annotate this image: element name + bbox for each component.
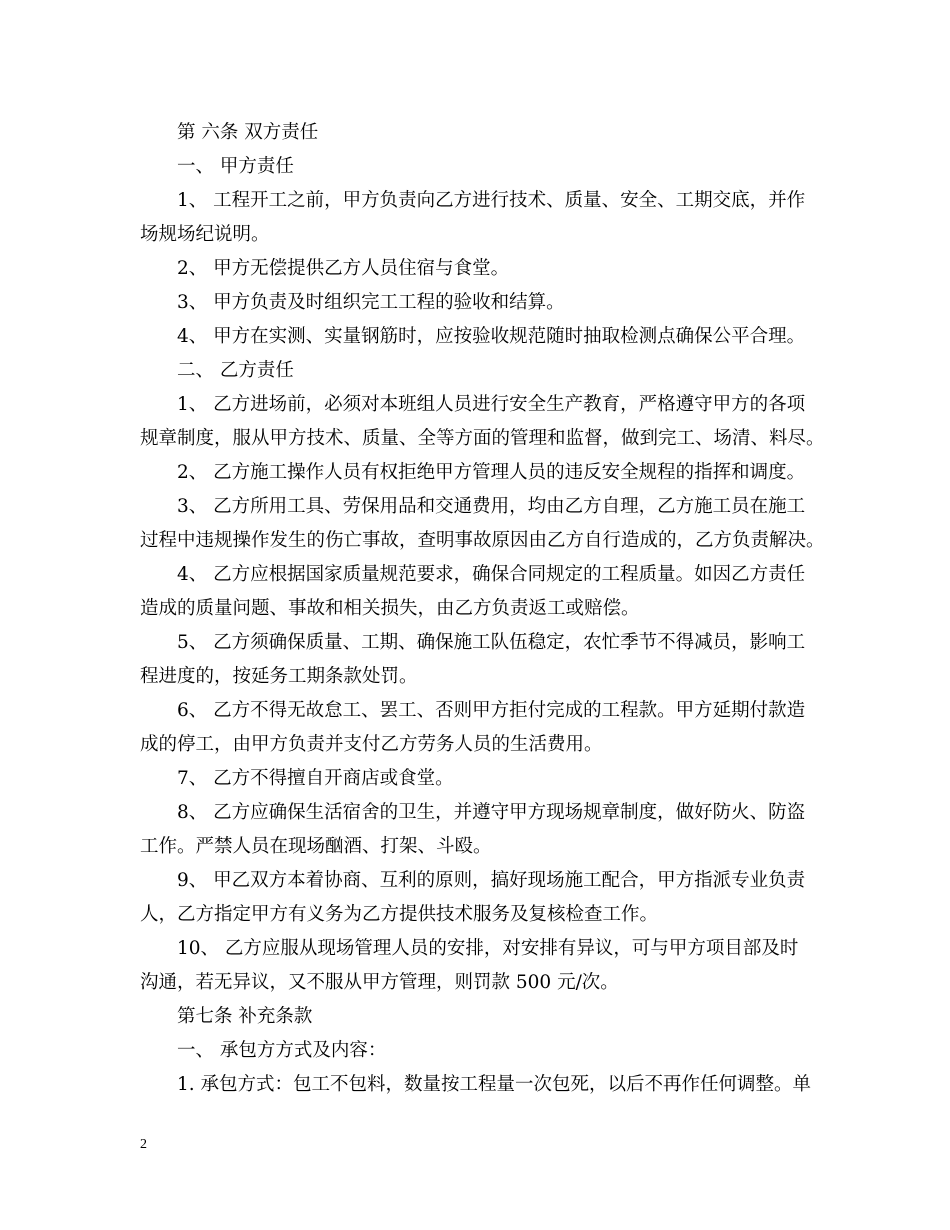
text-line: 沟通，若无异议，又不服从甲方管理，则罚款 500 元/次。 [140, 972, 619, 993]
text-line: 第七条 补充条款 [177, 1006, 313, 1027]
text-line: 程进度的，按延务工期条款处罚。 [140, 666, 418, 687]
text-line: 3、 甲方负责及时组织完工工程的验收和结算。 [177, 292, 565, 313]
text-line: 人，乙方指定甲方有义务为乙方提供技术服务及复核检查工作。 [140, 904, 659, 925]
text-line: 成的停工，由甲方负责并支付乙方劳务人员的生活费用。 [140, 734, 603, 755]
page-number: 2 [140, 1137, 147, 1152]
text-line: 场规场纪说明。 [140, 224, 270, 245]
text-line: 9、 甲乙双方本着协商、互利的原则，搞好现场施工配合，甲方指派专业负责 [177, 870, 806, 891]
text-line: 3、 乙方所用工具、劳保用品和交通费用，均由乙方自理，乙方施工员在施工 [177, 496, 806, 517]
text-line: 2、 乙方施工操作人员有权拒绝甲方管理人员的违反安全规程的指挥和调度。 [177, 462, 806, 483]
text-line: 二、 乙方责任 [177, 360, 294, 381]
text-line: 1. 承包方式：包工不包料，数量按工程量一次包死，以后不再作任何调整。单 [177, 1074, 812, 1095]
text-line: 8、 乙方应确保生活宿舍的卫生，并遵守甲方现场规章制度，做好防火、防盗 [177, 802, 806, 823]
text-line: 过程中违规操作发生的伤亡事故，查明事故原因由乙方自行造成的，乙方负责解决。 [140, 530, 825, 551]
text-line: 一、 甲方责任 [177, 156, 294, 177]
text-line: 一、 承包方方式及内容： [177, 1040, 387, 1061]
text-line: 规章制度，服从甲方技术、质量、全等方面的管理和监督，做到完工、场清、料尽。 [140, 428, 825, 449]
text-line: 1、 工程开工之前，甲方负责向乙方进行技术、质量、安全、工期交底，并作 [177, 190, 806, 211]
text-line: 工作。严禁人员在现场酗酒、打架、斗殴。 [140, 836, 492, 857]
text-line: 1、 乙方进场前，必须对本班组人员进行安全生产教育，严格遵守甲方的各项 [177, 394, 806, 415]
text-line: 4、 乙方应根据国家质量规范要求，确保合同规定的工程质量。如因乙方责任 [177, 564, 806, 585]
document-body [140, 116, 825, 1102]
text-line: 4、 甲方在实测、实量钢筋时，应按验收规范随时抽取检测点确保公平合理。 [177, 326, 806, 347]
text-line: 7、 乙方不得擅自开商店或食堂。 [177, 768, 454, 789]
text-line: 造成的质量问题、事故和相关损失，由乙方负责返工或赔偿。 [140, 598, 640, 619]
text-line: 10、 乙方应服从现场管理人员的安排，对安排有异议，可与甲方项目部及时 [177, 938, 799, 959]
text-line: 2、 甲方无偿提供乙方人员住宿与食堂。 [177, 258, 510, 279]
text-line: 5、 乙方须确保质量、工期、确保施工队伍稳定，农忙季节不得减员，影响工 [177, 632, 806, 653]
text-line: 第 六条 双方责任 [177, 122, 319, 143]
text-line: 6、 乙方不得无故怠工、罢工、否则甲方拒付完成的工程款。甲方延期付款造 [177, 700, 806, 721]
